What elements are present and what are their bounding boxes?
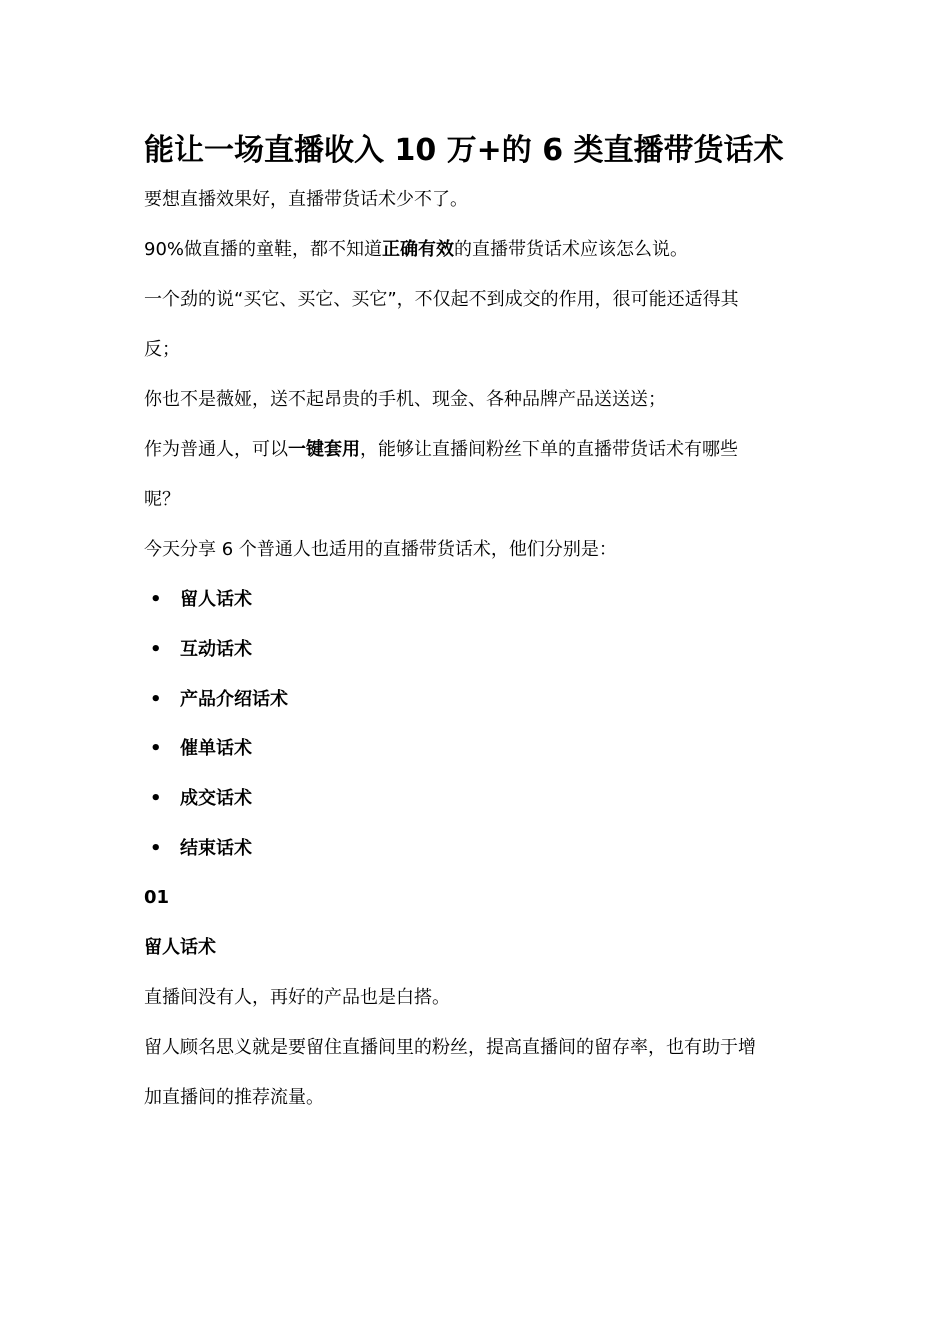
bullet-icon: • xyxy=(150,589,162,610)
intro-paragraph-4: 你也不是薇娅，送不起昂贵的手机、现金、各种品牌产品送送送； xyxy=(144,389,666,410)
bullet-icon: • xyxy=(150,838,162,859)
intro-paragraph-5-text-a: 作为普通人，可以 xyxy=(144,439,288,460)
document-title: 能让一场直播收入 10 万+的 6 类直播带货话术 xyxy=(144,133,784,168)
list-item-label: 催单话术 xyxy=(180,738,252,759)
section-number: 01 xyxy=(144,887,170,908)
section-heading: 留人话术 xyxy=(144,937,216,958)
intro-paragraph-1: 要想直播效果好，直播带货话术少不了。 xyxy=(144,189,468,210)
intro-paragraph-6: 今天分享 6 个普通人也适用的直播带货话术，他们分别是： xyxy=(144,539,617,560)
section-paragraph-2-line-1: 留人顾名思义就是要留住直播间里的粉丝，提高直播间的留存率，也有助于增 xyxy=(144,1037,756,1058)
list-item-label: 产品介绍话术 xyxy=(180,689,288,710)
intro-paragraph-5-text-b: ，能够让直播间粉丝下单的直播带货话术有哪些 xyxy=(360,439,738,460)
intro-paragraph-2-text-a: 90%做直播的童鞋，都不知道 xyxy=(144,239,383,260)
intro-paragraph-3-line-2: 反； xyxy=(144,339,180,360)
intro-paragraph-5-emphasis: 一键套用 xyxy=(288,439,360,460)
list-item-label: 留人话术 xyxy=(180,589,252,610)
intro-paragraph-2-emphasis: 正确有效 xyxy=(382,239,455,260)
list-item-label: 结束话术 xyxy=(180,838,252,859)
bullet-icon: • xyxy=(150,639,162,660)
intro-paragraph-2 xyxy=(144,238,688,262)
intro-paragraph-3-line-1: 一个劲的说“买它、买它、买它”，不仅起不到成交的作用，很可能还适得其 xyxy=(144,289,739,310)
section-paragraph-2-line-2: 加直播间的推荐流量。 xyxy=(144,1087,324,1108)
bullet-icon: • xyxy=(150,788,162,809)
intro-paragraph-5-line-2: 呢？ xyxy=(144,489,180,510)
list-item-label: 互动话术 xyxy=(180,639,252,660)
bullet-icon: • xyxy=(150,689,162,710)
intro-paragraph-2-text-b: 的直播带货话术应该怎么说。 xyxy=(454,239,689,260)
list-item-label: 成交话术 xyxy=(180,788,252,809)
intro-paragraph-5-line-1 xyxy=(144,438,738,462)
bullet-icon: • xyxy=(150,738,162,759)
section-paragraph-1: 直播间没有人，再好的产品也是白搭。 xyxy=(144,987,450,1008)
